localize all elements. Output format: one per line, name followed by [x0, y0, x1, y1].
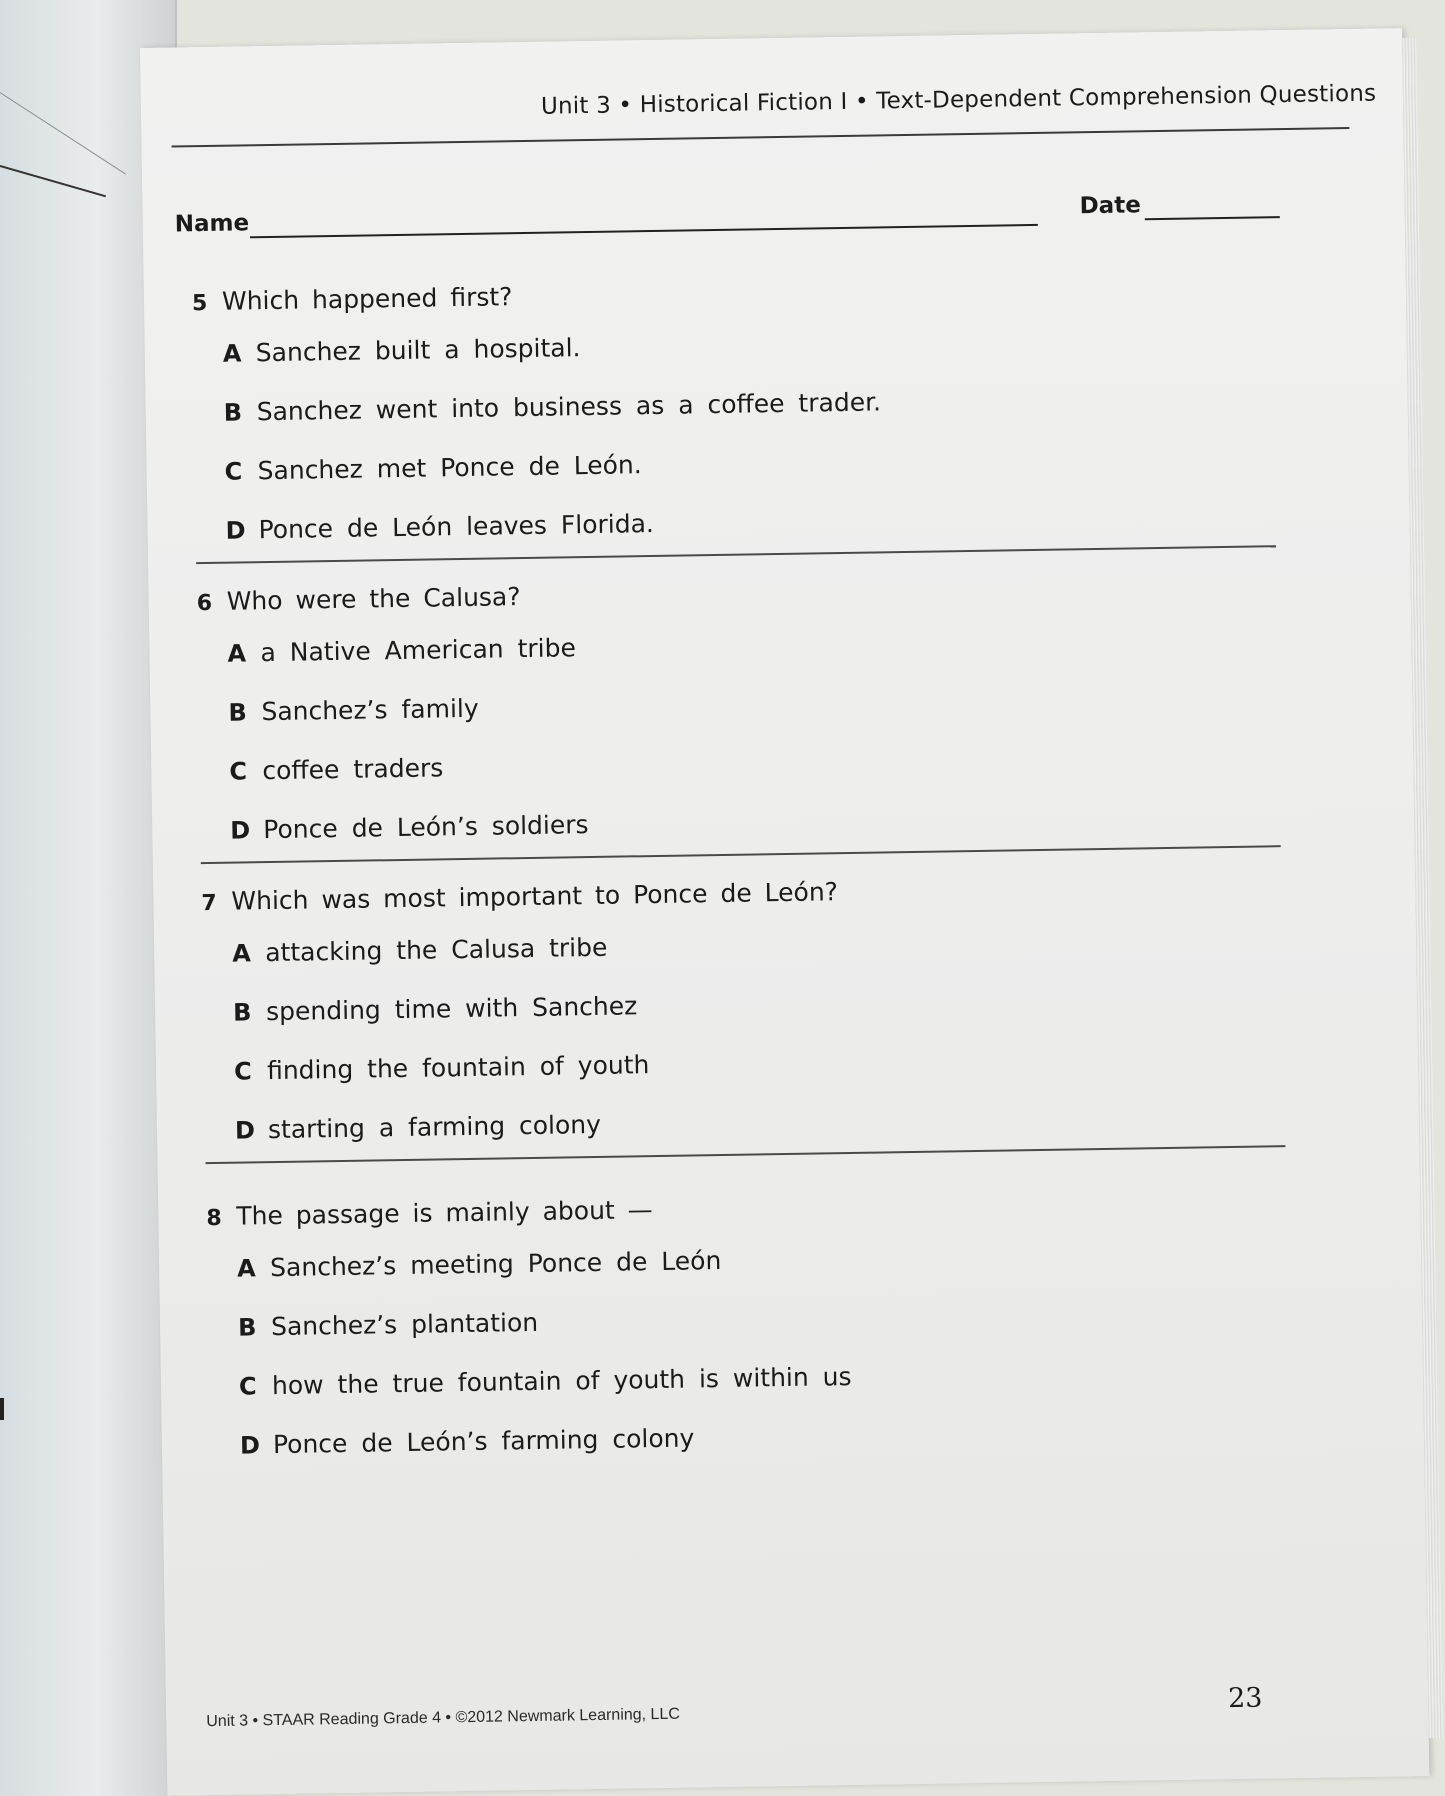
option-text: spending time with Sanchez [265, 991, 638, 1027]
option-letter: D [225, 516, 246, 545]
page-footer: Unit 3 • STAAR Reading Grade 4 • ©2012 Newmark Learning, LLC [206, 1705, 680, 1731]
question-6 [196, 570, 1300, 875]
question-text: The passage is mainly about — [236, 1195, 653, 1231]
option-text: Sanchez built a hospital. [255, 333, 581, 368]
option-text: Sanchez met Ponce de León. [257, 450, 642, 486]
option-letter: A [236, 1254, 256, 1283]
option-letter: C [238, 1372, 257, 1401]
answer-options [193, 322, 1297, 575]
left-page-rule [0, 165, 106, 197]
option-text: Sanchez went into business as a coffee trader. [256, 387, 882, 427]
question-text: Who were the Calusa? [226, 582, 521, 616]
option-letter: C [233, 1057, 252, 1086]
option-text: how the true fountain of youth is within us [271, 1361, 852, 1401]
page-edge [1402, 38, 1443, 1738]
option-letter: D [230, 816, 251, 845]
name-field[interactable] [250, 224, 1038, 238]
question-number: 7 [201, 890, 217, 917]
option-text: attacking the Calusa tribe [264, 932, 608, 968]
date-field[interactable] [1145, 216, 1280, 220]
option-letter: B [237, 1313, 257, 1342]
option-text: Sanchez’s meeting Ponce de León [269, 1246, 722, 1283]
worksheet-page [140, 28, 1429, 1796]
option-letter: B [232, 998, 252, 1027]
option-text: Ponce de León’s soldiers [263, 810, 589, 845]
answer-options [202, 922, 1306, 1175]
question-number: 8 [206, 1205, 222, 1232]
option-letter: A [232, 939, 252, 968]
question-number: 5 [191, 290, 208, 317]
question-stem [192, 270, 1292, 323]
question-stem [206, 1185, 1306, 1238]
answer-options [197, 622, 1301, 875]
left-page-mark [0, 1398, 4, 1420]
option-text: a Native American tribe [260, 633, 577, 668]
option-text: Ponce de León’s farming colony [272, 1423, 695, 1460]
header-rule [172, 127, 1350, 148]
option-text: finding the fountain of youth [266, 1050, 650, 1086]
option-letter: A [227, 639, 247, 668]
left-page-line [0, 92, 126, 175]
option-letter: D [234, 1116, 256, 1145]
option-letter: C [229, 757, 248, 786]
option-letter: C [224, 457, 243, 486]
option-letter: B [228, 698, 247, 727]
name-label: Name [174, 210, 250, 238]
option-letter: A [222, 339, 242, 368]
option-text: Sanchez’s plantation [270, 1307, 539, 1342]
question-text: Which was most important to Ponce de León? [231, 877, 839, 916]
option-text: Sanchez’s family [261, 693, 479, 727]
date-label: Date [1079, 192, 1142, 220]
page-number: 23 [1227, 1682, 1263, 1715]
question-number: 6 [196, 590, 213, 617]
question-5 [192, 270, 1296, 575]
option-letter: D [239, 1431, 261, 1460]
option-text: starting a farming colony [267, 1109, 602, 1145]
option-text: Ponce de León leaves Florida. [258, 508, 655, 545]
answer-options [207, 1237, 1311, 1490]
question-stem [201, 870, 1301, 923]
question-stem [196, 570, 1296, 623]
question-text: Which happened first? [221, 282, 513, 316]
question-7 [201, 870, 1305, 1175]
question-8 [206, 1185, 1310, 1490]
option-letter: B [223, 398, 243, 427]
page-header: Unit 3 • Historical Fiction I • Text-Dependent Comprehension Questions [540, 80, 1377, 120]
name-date-row [175, 190, 1275, 247]
option-text: coffee traders [262, 753, 444, 786]
